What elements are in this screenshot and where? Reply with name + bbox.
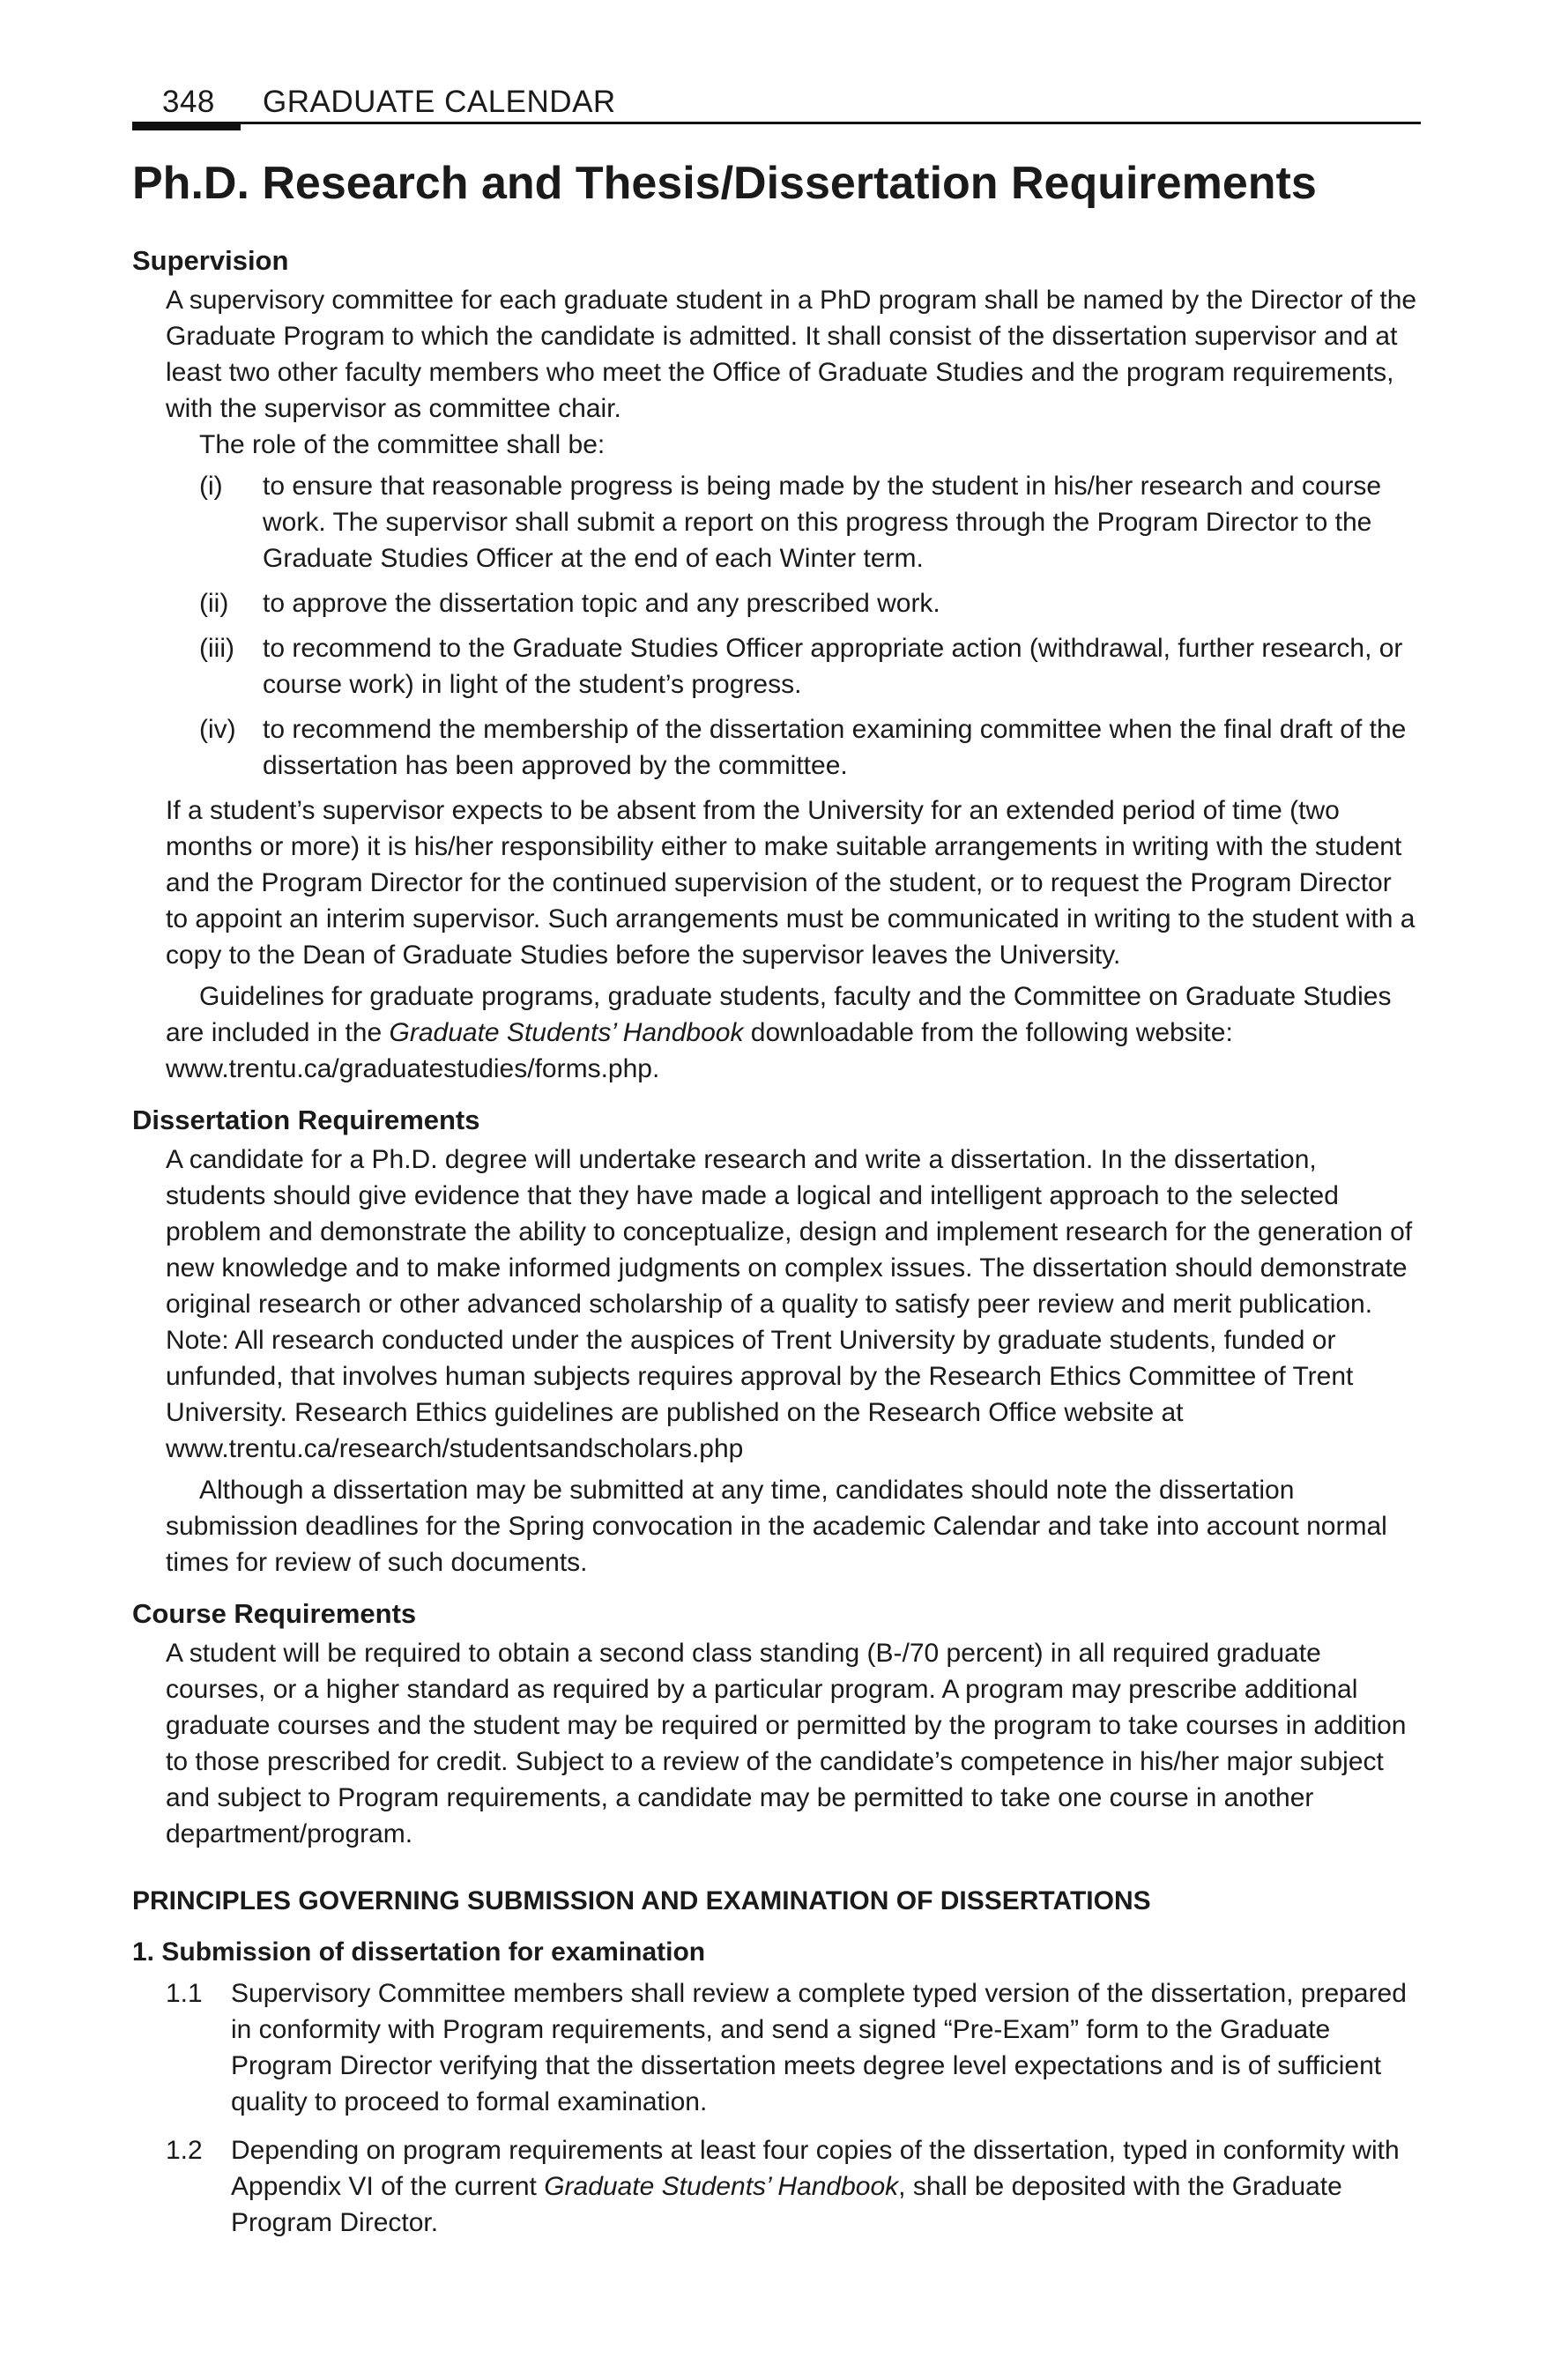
list-marker: 1.2 bbox=[166, 2136, 203, 2165]
heading-submission: 1. Submission of dissertation for examination bbox=[132, 1937, 706, 1967]
text-run: downloadable from the following website: www.trentu.ca/graduatestudies/forms.php. bbox=[166, 1018, 1233, 1083]
page-number: 348 bbox=[162, 85, 215, 119]
list-marker: (ii) bbox=[199, 589, 229, 618]
list-item-text: to recommend the membership of the dissertation examining committee when the final draft of the dissertation has been approved by the committee. bbox=[263, 715, 1407, 780]
heading-supervision: Supervision bbox=[132, 245, 289, 276]
list-item-text: to recommend to the Graduate Studies Officer appropriate action (withdrawal, further research, or course work) in light of the student’s progress. bbox=[263, 634, 1403, 699]
supervision-paragraph-4 bbox=[166, 978, 1421, 1087]
list-item bbox=[166, 2132, 1421, 2241]
list-item bbox=[166, 1975, 1421, 2120]
course-paragraph-1: A student will be required to obtain a second class standing (B-/70 percent) in all required graduate courses, or a higher standard as required by a particular program. A program may prescribe additional graduate courses and the student may be required or permitted by the program to take courses in addition to those prescribed for credit. Subject to a review of the candidate’s competence in his/her major subject and subject to Program requirements, a candidate may be permitted to take one course in another department/program. bbox=[166, 1639, 1407, 1848]
page-title: Ph.D. Research and Thesis/Dissertation Requirements bbox=[132, 158, 1317, 209]
text-run: Guidelines for graduate programs, graduate students, faculty and the Committee on Graduate Studies are included in the bbox=[166, 982, 1392, 1047]
submission-list bbox=[132, 1975, 1421, 2241]
list-item bbox=[166, 468, 1421, 576]
dissertation-paragraph-1: A candidate for a Ph.D. degree will undertake research and write a dissertation. In the dissertation, students should give evidence that they have made a logical and intelligent approach to the selected problem and demonstrate the ability to conceptualize, design and implement research for the generation of new knowledge and to make informed judgments on complex issues. The dissertation should demonstrate original research or other advanced scholarship of a quality to satisfy peer review and merit publication. Note: All research conducted under the auspices of Trent University by graduate students, funded or unfunded, that involves human subjects requires approval by the Research Ethics Committee of Trent University. Research Ethics guidelines are published on the Research Office website at www.trentu.ca/research/studentsandscholars.php bbox=[166, 1145, 1413, 1463]
running-header bbox=[132, 79, 1421, 123]
section-name: GRADUATE CALENDAR bbox=[263, 85, 616, 119]
header-rule bbox=[132, 122, 1421, 124]
list-item bbox=[166, 630, 1421, 703]
heading-dissertation-requirements: Dissertation Requirements bbox=[132, 1104, 480, 1135]
list-marker: (i) bbox=[199, 472, 223, 501]
heading-principles: PRINCIPLES GOVERNING SUBMISSION AND EXAMINATION OF DISSERTATIONS bbox=[132, 1886, 1151, 1915]
header-tab bbox=[132, 122, 241, 130]
page-content bbox=[132, 157, 1421, 2253]
list-item-text: to ensure that reasonable progress is being made by the student in his/her research and course work. The supervisor shall submit a report on this progress through the Program Director to the Graduate Studies Officer at the end of each Winter term. bbox=[263, 472, 1382, 573]
supervision-paragraph-3: If a student’s supervisor expects to be absent from the University for an extended period of time (two months or more) it is his/her responsibility either to make suitable arrangements in writing with the student and the Program Director for the continued supervision of the student, or to request the Program Director to appoint an interim supervisor. Such arrangements must be communicated in writing to the student with a copy to the Dean of Graduate Studies before the supervisor leaves the University. bbox=[166, 796, 1416, 970]
list-item-text bbox=[231, 2132, 1421, 2241]
supervision-paragraph-1: A supervisory committee for each graduate student in a PhD program shall be named by the Director of the Graduate Program to which the candidate is admitted. It shall consist of the dissertation supervisor and at least two other faculty members who meet the Office of Graduate Studies and the program requirements, with the supervisor as committee chair. bbox=[166, 286, 1417, 423]
supervision-paragraph-2: The role of the committee shall be: bbox=[199, 430, 606, 459]
list-item bbox=[166, 711, 1421, 784]
text-run: Depending on program requirements at least four copies of the dissertation, typed in conformity with Appendix VI of the current bbox=[231, 2136, 1400, 2201]
heading-course-requirements: Course Requirements bbox=[132, 1598, 417, 1629]
list-marker: (iii) bbox=[199, 634, 234, 663]
handbook-title: Graduate Students’ Handbook bbox=[544, 2172, 899, 2201]
list-item-text: Supervisory Committee members shall review a complete typed version of the dissertation, prepared in conformity with Program requirements, and send a signed “Pre-Exam” form to the Graduate Program Director verifying that the dissertation meets degree level expectations and is of sufficient quality to proceed to formal examination. bbox=[231, 1979, 1407, 2116]
dissertation-paragraph-2: Although a dissertation may be submitted at any time, candidates should note the dissertation submission deadlines for the Spring convocation in the academic Calendar and take into account normal times for review of such documents. bbox=[166, 1476, 1387, 1577]
list-item bbox=[166, 585, 1421, 621]
handbook-title: Graduate Students’ Handbook bbox=[389, 1018, 744, 1047]
list-item-text: to approve the dissertation topic and any prescribed work. bbox=[263, 589, 940, 618]
text-run: , shall be deposited with the Graduate Program Director. bbox=[231, 2172, 1342, 2237]
list-marker: 1.1 bbox=[166, 1979, 203, 2008]
list-marker: (iv) bbox=[199, 715, 236, 744]
committee-roles-list bbox=[166, 468, 1421, 784]
